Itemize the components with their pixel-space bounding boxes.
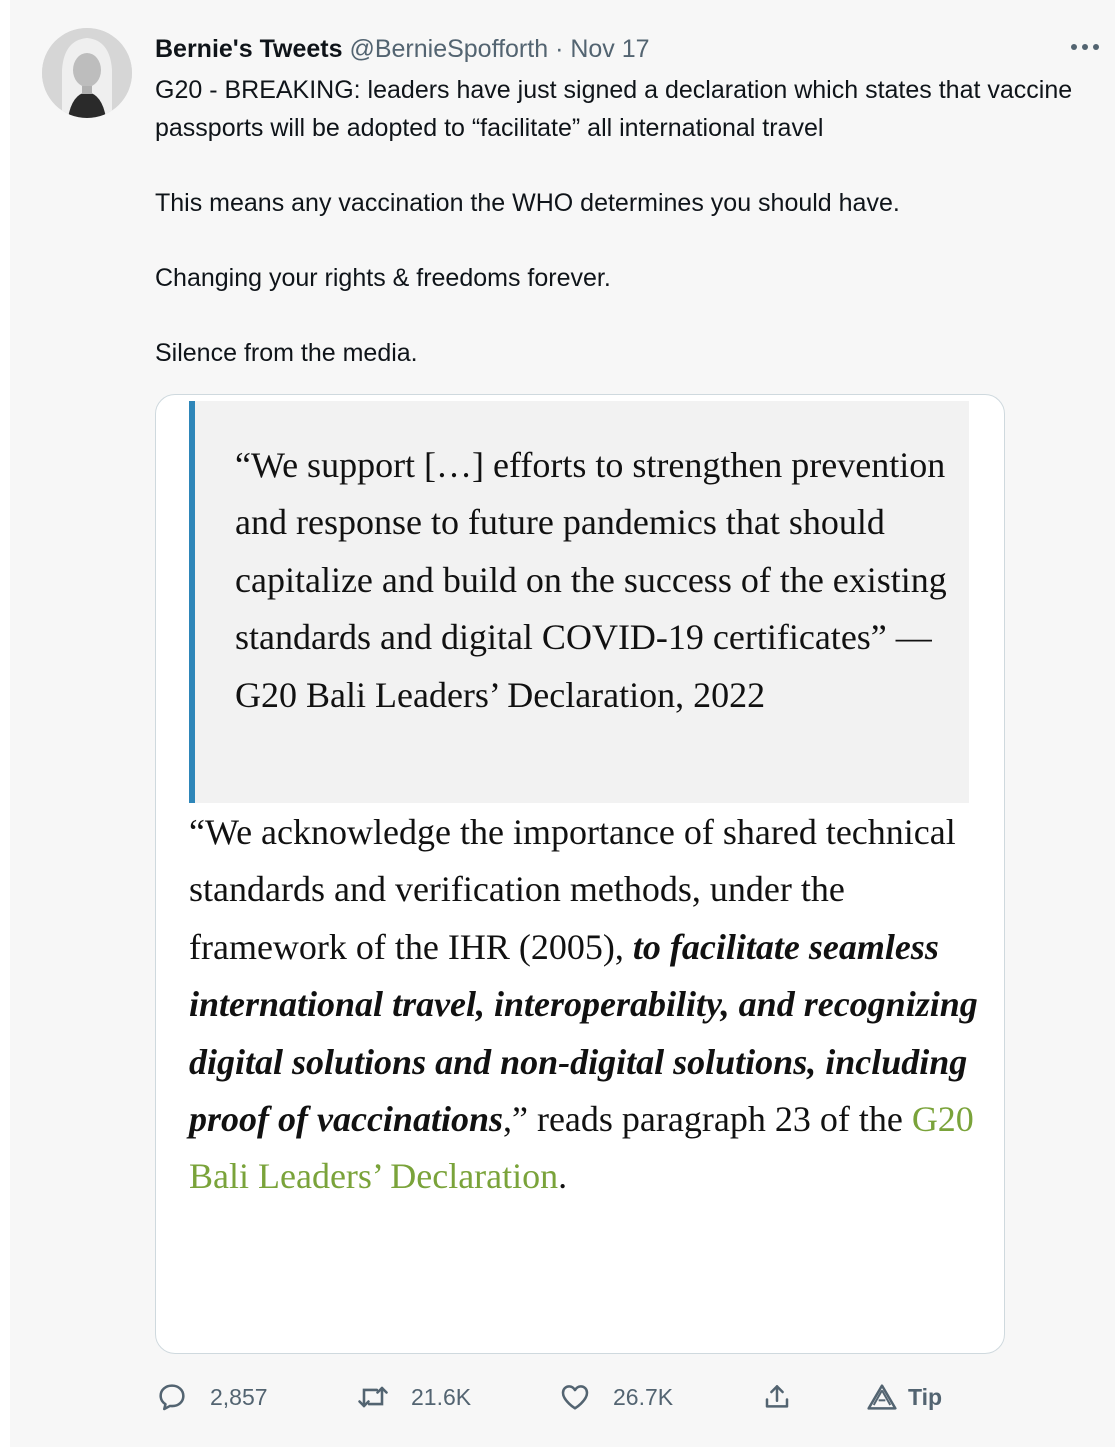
tip-button[interactable] [866, 1372, 942, 1422]
like-button[interactable] [559, 1372, 673, 1422]
reply-button[interactable] [156, 1372, 268, 1422]
declaration-link: G20 Bali Leaders’ Declaration [189, 1099, 974, 1197]
retweet-icon [355, 1381, 391, 1413]
action-bar [10, 1372, 1115, 1422]
author-handle[interactable]: @BernieSpofforth [349, 35, 549, 63]
tip-icon [866, 1382, 898, 1412]
more-icon[interactable] [1068, 30, 1102, 64]
more-dots-icon [1070, 43, 1100, 51]
retweet-button[interactable] [355, 1372, 471, 1422]
quote-text-part-1: “We acknowledge the importance of shared technical standards and verification methods, under the framework of the IHR (2005), [189, 812, 956, 967]
tweet-text-line-1: G20 - BREAKING: leaders have just signed a declaration which states that vaccine passports will be adopted to “facilitate” all international travel [155, 76, 1073, 142]
reply-count: 2,857 [210, 1383, 268, 1410]
declaration-quote [189, 804, 989, 1206]
quote-end: . [558, 1156, 568, 1197]
tweet[interactable] [10, 0, 1115, 1447]
share-button[interactable] [762, 1372, 792, 1422]
share-icon [762, 1381, 792, 1413]
quote-emphasis: to facilitate seamless international travel, interoperability, and recognizing digital solutions and non-digital solutions, including proof of vaccinations [189, 926, 978, 1140]
reply-icon [156, 1381, 188, 1413]
tweet-text-line-3: Changing your rights & freedoms forever. [155, 263, 611, 292]
like-count: 26.7K [613, 1383, 674, 1410]
tweet-text-line-2: This means any vaccination the WHO determines you should have. [155, 188, 900, 217]
tweet-header [155, 32, 650, 66]
retweet-count: 21.6K [411, 1383, 472, 1410]
quote-text-part-2: ,” reads paragraph 23 of the [502, 1099, 912, 1140]
avatar[interactable] [42, 28, 132, 118]
header-separator: · [555, 35, 564, 63]
blockquote: “We support […] efforts to strengthen prevention and response to future pandemics that should capitalize and build on the success of the existing standards and digital COVID-19 certificates” — G20 Bali Leaders’ Declaration, 2022 [189, 401, 969, 803]
tweet-text [155, 72, 1100, 372]
avatar-image [42, 28, 132, 118]
tweet-text-line-4: Silence from the media. [155, 338, 418, 367]
tweet-date[interactable]: Nov 17 [570, 35, 650, 63]
attached-image-card[interactable] [155, 394, 1005, 1354]
author-name[interactable]: Bernie's Tweets [155, 35, 343, 63]
tip-label: Tip [908, 1383, 943, 1410]
like-icon [559, 1381, 591, 1413]
